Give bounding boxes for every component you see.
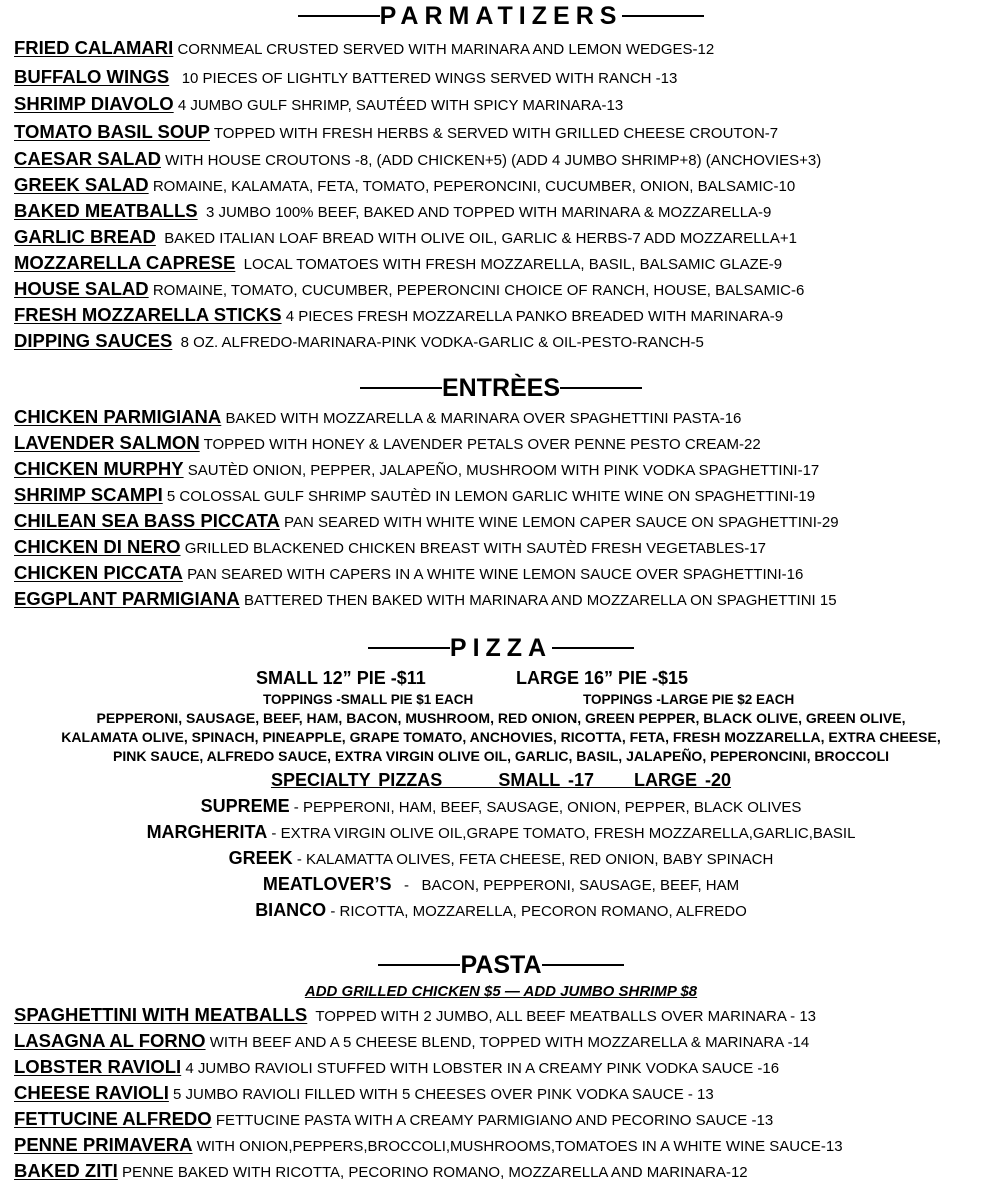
item-name: GARLIC BREAD xyxy=(14,226,156,247)
item-desc: 4 JUMBO RAVIOLI STUFFED WITH LOBSTER IN A CREAMY PINK VODKA SAUCE -16 xyxy=(185,1060,780,1077)
pizza-name: MEATLOVER’S xyxy=(262,874,392,894)
item-name: LOBSTER RAVIOLI xyxy=(14,1056,182,1077)
item-desc: FETTUCINE PASTA WITH A CREAMY PARMIGIANO AND PECORINO SAUCE -13 xyxy=(215,1112,774,1129)
item-name: BAKED MEATBALLS xyxy=(14,200,198,221)
menu-item xyxy=(14,459,819,481)
small-toppings-price: TOPPINGS -SMALL PIE $1 EACH xyxy=(263,692,474,707)
item-desc: WITH BEEF AND A 5 CHEESE BLEND, TOPPED WITH MOZZARELLA & MARINARA -14 xyxy=(209,1034,810,1051)
item-desc: BAKED WITH MOZZARELLA & MARINARA OVER SPAGHETTINI PASTA-16 xyxy=(225,410,742,427)
large-toppings-price: TOPPINGS -LARGE PIE $2 EACH xyxy=(583,692,795,707)
specialty-pizzas-header: SPECIALTY PIZZAS SMALL -17 LARGE -20 xyxy=(270,770,732,790)
heading-rule-right xyxy=(622,15,704,17)
pizza-desc: RICOTTA, MOZZARELLA, PECORON ROMANO, ALFREDO xyxy=(339,903,747,920)
item-desc: WITH HOUSE CROUTONS -8, (ADD CHICKEN+5) (ADD 4 JUMBO SHRIMP+8) (ANCHOVIES+3) xyxy=(165,152,822,169)
pizza-title: PIZZA xyxy=(449,634,553,662)
small-pie-price: SMALL 12” PIE -$11 xyxy=(256,668,426,688)
pizza-desc: EXTRA VIRGIN OLIVE OIL,GRAPE TOMATO, FRESH MOZZARELLA,GARLIC,BASIL xyxy=(280,825,856,842)
item-name: CHICKEN MURPHY xyxy=(14,458,184,479)
item-name: FETTUCINE ALFREDO xyxy=(14,1108,212,1129)
menu-item xyxy=(14,1109,773,1131)
item-name: LASAGNA AL FORNO xyxy=(14,1030,206,1051)
toppings-line-1: PEPPERONI, SAUSAGE, BEEF, HAM, BACON, MUSHROOM, RED ONION, GREEN PEPPER, BLACK OLIVE, GREEN OLIVE, xyxy=(96,710,906,726)
specialty-pizza: SUPREME - PEPPERONI, HAM, BEEF, SAUSAGE, ONION, PEPPER, BLACK OLIVES xyxy=(200,796,802,816)
heading-rule-right xyxy=(560,387,642,389)
item-desc: BATTERED THEN BAKED WITH MARINARA AND MOZZARELLA ON SPAGHETTINI 15 xyxy=(243,592,837,609)
item-name: SHRIMP DIAVOLO xyxy=(14,93,174,114)
item-desc: 10 PIECES OF LIGHTLY BATTERED WINGS SERVED WITH RANCH -13 xyxy=(181,70,678,87)
pizza-name: MARGHERITA xyxy=(146,822,268,842)
pasta-title: PASTA xyxy=(460,951,542,979)
menu-item xyxy=(14,563,803,585)
item-name: SHRIMP SCAMPI xyxy=(14,484,163,505)
entrees-title: ENTRÈES xyxy=(441,374,561,402)
pizza-desc: KALAMATTA OLIVES, FETA CHEESE, RED ONION, BABY SPINACH xyxy=(306,851,774,868)
item-name: MOZZARELLA CAPRESE xyxy=(14,252,236,273)
menu-item xyxy=(14,149,821,171)
specialty-pizza: MEATLOVER’S - BACON, PEPPERONI, SAUSAGE, BEEF, HAM xyxy=(262,874,740,894)
item-name: HOUSE SALAD xyxy=(14,278,149,299)
item-desc: 5 JUMBO RAVIOLI FILLED WITH 5 CHEESES OVER PINK VODKA SAUCE - 13 xyxy=(173,1086,714,1103)
menu-item xyxy=(14,227,797,249)
menu-item xyxy=(14,1057,779,1079)
item-name: CHICKEN DI NERO xyxy=(14,536,181,557)
item-desc: 8 OZ. ALFREDO-MARINARA-PINK VODKA-GARLIC & OIL-PESTO-RANCH-5 xyxy=(180,334,704,351)
item-name: LAVENDER SALMON xyxy=(14,432,200,453)
item-name: SPAGHETTINI WITH MEATBALLS xyxy=(14,1004,308,1025)
item-name: CAESAR SALAD xyxy=(14,148,161,169)
item-desc: TOPPED WITH HONEY & LAVENDER PETALS OVER PENNE PESTO CREAM-22 xyxy=(203,436,761,453)
item-desc: TOPPED WITH 2 JUMBO, ALL BEEF MEATBALLS OVER MARINARA - 13 xyxy=(315,1008,817,1025)
item-name: CHICKEN PARMIGIANA xyxy=(14,406,222,427)
item-desc: ROMAINE, KALAMATA, FETA, TOMATO, PEPERONCINI, CUCUMBER, ONION, BALSAMIC-10 xyxy=(152,178,796,195)
item-name: CHICKEN PICCATA xyxy=(14,562,183,583)
menu-item xyxy=(14,1161,748,1183)
item-name: GREEK SALAD xyxy=(14,174,149,195)
item-desc: GRILLED BLACKENED CHICKEN BREAST WITH SAUTÈD FRESH VEGETABLES-17 xyxy=(184,540,766,557)
menu-item xyxy=(14,67,677,89)
heading-rule-right xyxy=(542,964,624,966)
pizza-name: GREEK xyxy=(228,848,293,868)
heading-rule-left xyxy=(368,647,450,649)
toppings-line-2: KALAMATA OLIVE, SPINACH, PINEAPPLE, GRAPE TOMATO, ANCHOVIES, RICOTTA, FETA, FRESH MOZZARELLA, EXTRA CHEESE, xyxy=(61,729,941,745)
item-name: FRESH MOZZARELLA STICKS xyxy=(14,304,282,325)
pizza-heading xyxy=(0,634,1002,662)
menu-item xyxy=(14,1135,843,1157)
item-name: DIPPING SAUCES xyxy=(14,330,173,351)
large-pie-price: LARGE 16” PIE -$15 xyxy=(516,668,689,688)
item-name: BAKED ZITI xyxy=(14,1160,118,1181)
item-name: TOMATO BASIL SOUP xyxy=(14,121,210,142)
item-desc: BAKED ITALIAN LOAF BREAD WITH OLIVE OIL, GARLIC & HERBS-7 ADD MOZZARELLA+1 xyxy=(164,230,797,247)
item-desc: LOCAL TOMATOES WITH FRESH MOZZARELLA, BASIL, BALSAMIC GLAZE-9 xyxy=(243,256,783,273)
specialty-pizza: BIANCO - RICOTTA, MOZZARELLA, PECORON ROMANO, ALFREDO xyxy=(255,900,747,920)
toppings-line-3: PINK SAUCE, ALFREDO SAUCE, EXTRA VIRGIN OLIVE OIL, GARLIC, BASIL, JALAPEÑO, PEPERONCINI, BROCCOLI xyxy=(112,748,890,764)
specialty-pizza: GREEK - KALAMATTA OLIVES, FETA CHEESE, RED ONION, BABY SPINACH xyxy=(228,848,774,868)
menu-item xyxy=(14,305,783,327)
menu-item xyxy=(14,485,815,507)
menu-item xyxy=(14,433,761,455)
menu-item xyxy=(14,122,778,144)
item-desc: 4 JUMBO GULF SHRIMP, SAUTÉED WITH SPICY MARINARA-13 xyxy=(177,97,624,114)
menu-item xyxy=(14,1083,714,1105)
pizza-desc: BACON, PEPPERONI, SAUSAGE, BEEF, HAM xyxy=(421,877,740,894)
pizza-desc: PEPPERONI, HAM, BEEF, SAUSAGE, ONION, PEPPER, BLACK OLIVES xyxy=(302,799,802,816)
item-desc: SAUTÈD ONION, PEPPER, JALAPEÑO, MUSHROOM WITH PINK VODKA SPAGHETTINI-17 xyxy=(187,462,820,479)
pasta-add-ons: ADD GRILLED CHICKEN $5 — ADD JUMBO SHRIMP $8 xyxy=(304,983,698,1000)
item-name: BUFFALO WINGS xyxy=(14,66,170,87)
item-desc: CORNMEAL CRUSTED SERVED WITH MARINARA AND LEMON WEDGES-12 xyxy=(177,41,715,58)
entrees-heading xyxy=(0,374,1002,402)
pizza-name: BIANCO xyxy=(255,900,327,920)
heading-rule-right xyxy=(552,647,634,649)
item-desc: 4 PIECES FRESH MOZZARELLA PANKO BREADED WITH MARINARA-9 xyxy=(285,308,784,325)
menu-item xyxy=(14,331,704,353)
item-desc: WITH ONION,PEPPERS,BROCCOLI,MUSHROOMS,TOMATOES IN A WHITE WINE SAUCE-13 xyxy=(196,1138,843,1155)
menu-item xyxy=(14,38,714,60)
menu-item xyxy=(14,589,837,611)
menu-item xyxy=(14,279,804,301)
pizza-sizes xyxy=(0,667,1002,689)
menu-item xyxy=(14,175,795,197)
item-desc: ROMAINE, TOMATO, CUCUMBER, PEPERONCINI CHOICE OF RANCH, HOUSE, BALSAMIC-6 xyxy=(152,282,805,299)
item-name: CHILEAN SEA BASS PICCATA xyxy=(14,510,280,531)
parmatizers-title: PARMATIZERS xyxy=(379,2,623,30)
menu-item xyxy=(14,201,771,223)
heading-rule-left xyxy=(378,964,460,966)
item-name: CHEESE RAVIOLI xyxy=(14,1082,169,1103)
menu-item xyxy=(14,1031,809,1053)
item-name: FRIED CALAMARI xyxy=(14,37,174,58)
item-desc: TOPPED WITH FRESH HERBS & SERVED WITH GRILLED CHEESE CROUTON-7 xyxy=(213,125,779,142)
specialty-pizza: MARGHERITA - EXTRA VIRGIN OLIVE OIL,GRAPE TOMATO, FRESH MOZZARELLA,GARLIC,BASIL xyxy=(146,822,856,842)
pasta-heading xyxy=(0,951,1002,979)
item-desc: PAN SEARED WITH CAPERS IN A WHITE WINE LEMON SAUCE OVER SPAGHETTINI-16 xyxy=(187,566,804,583)
item-desc: PENNE BAKED WITH RICOTTA, PECORINO ROMANO, MOZZARELLA AND MARINARA-12 xyxy=(121,1164,748,1181)
menu-item xyxy=(14,94,623,116)
menu-item xyxy=(14,1005,816,1027)
pizza-topping-prices xyxy=(0,692,1002,708)
pizza-name: SUPREME xyxy=(200,796,290,816)
parmatizers-heading xyxy=(0,2,1002,30)
menu-item xyxy=(14,407,741,429)
menu-item xyxy=(14,537,766,559)
menu-item xyxy=(14,511,839,533)
item-name: PENNE PRIMAVERA xyxy=(14,1134,193,1155)
item-desc: 3 JUMBO 100% BEEF, BAKED AND TOPPED WITH MARINARA & MOZZARELLA-9 xyxy=(205,204,772,221)
item-desc: 5 COLOSSAL GULF SHRIMP SAUTÈD IN LEMON GARLIC WHITE WINE ON SPAGHETTINI-19 xyxy=(166,488,816,505)
heading-rule-left xyxy=(360,387,442,389)
heading-rule-left xyxy=(298,15,380,17)
item-name: EGGPLANT PARMIGIANA xyxy=(14,588,240,609)
item-desc: PAN SEARED WITH WHITE WINE LEMON CAPER SAUCE ON SPAGHETTINI-29 xyxy=(284,514,839,531)
menu-item xyxy=(14,253,782,275)
